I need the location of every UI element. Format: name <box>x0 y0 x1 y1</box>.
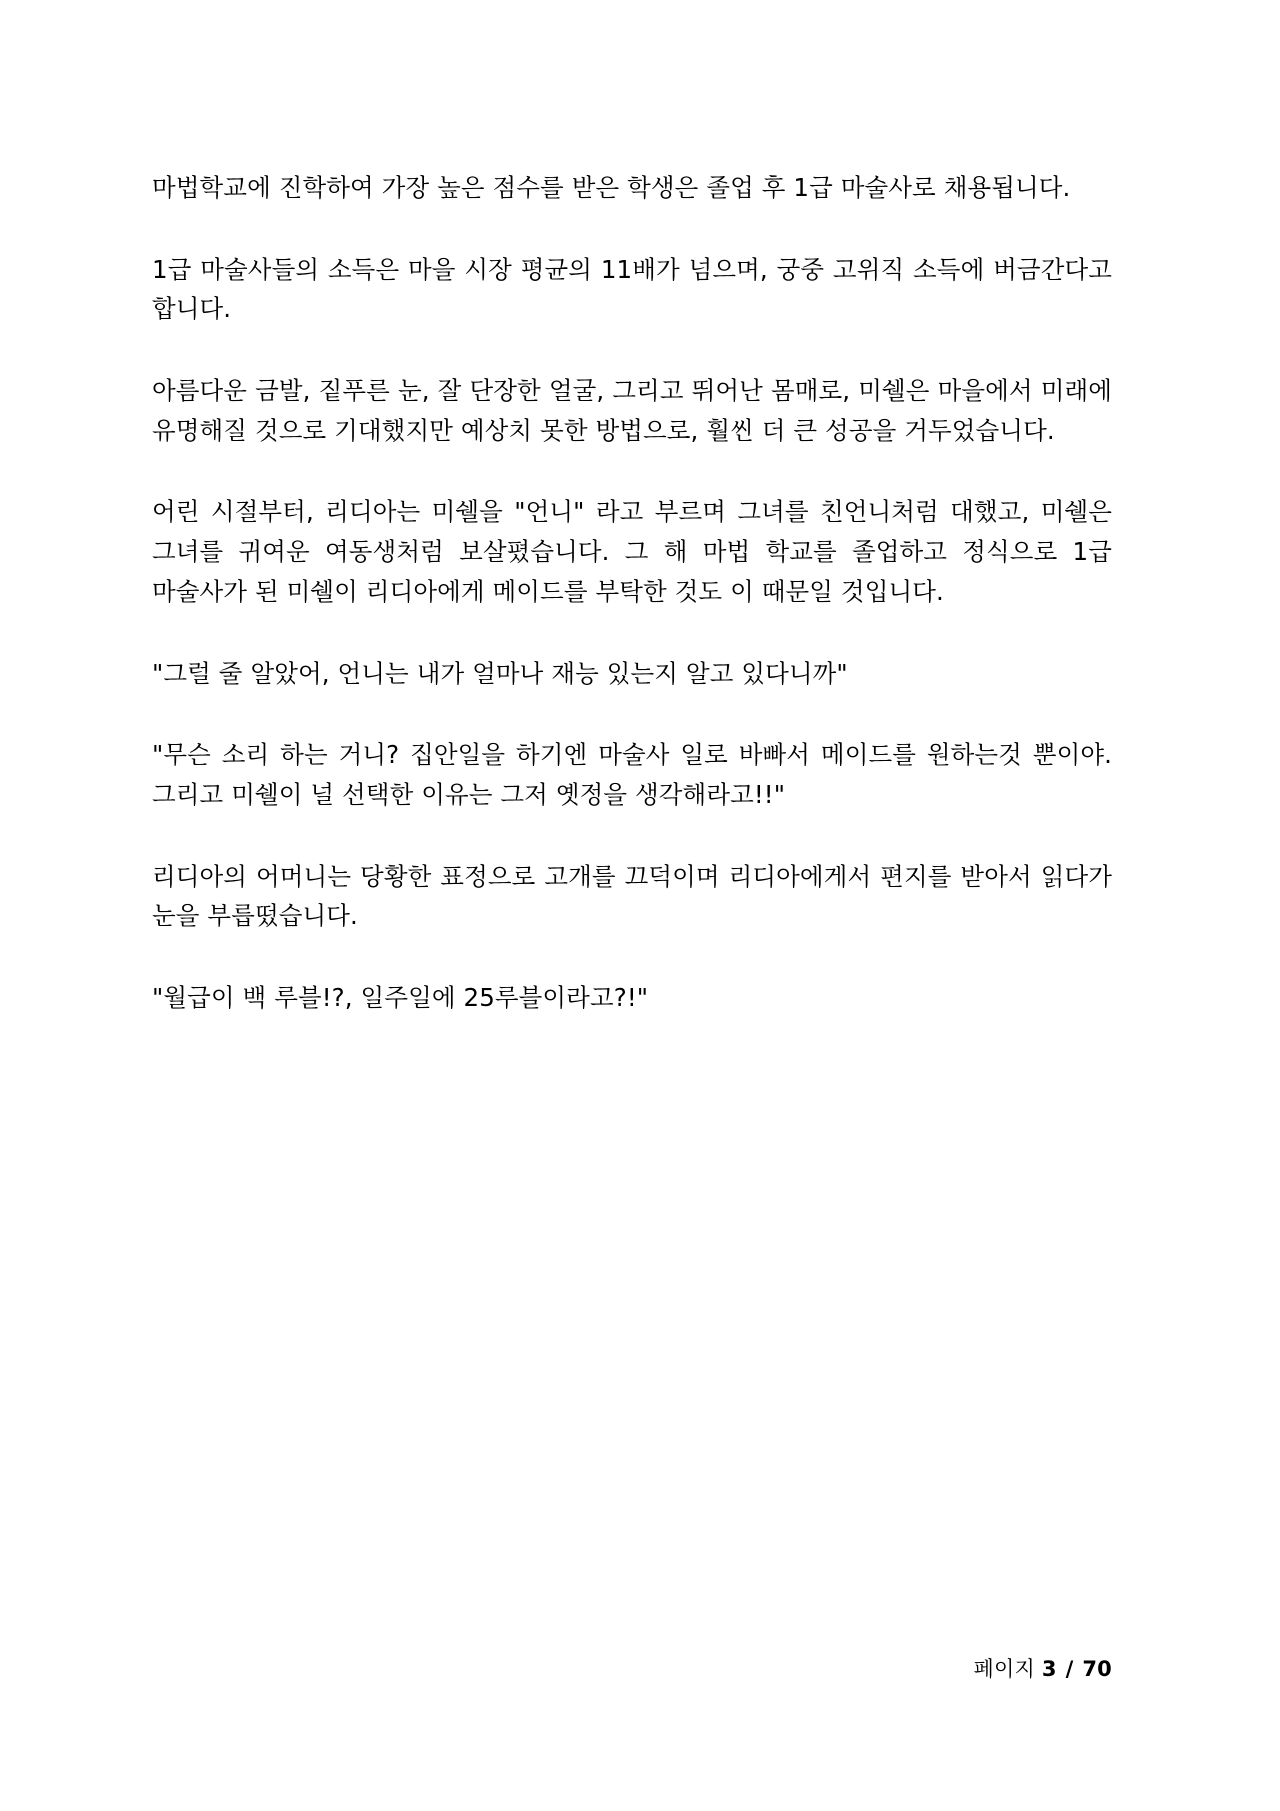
paragraph: 아름다운 금발, 짙푸른 눈, 잘 단장한 얼굴, 그리고 뛰어난 몸매로, 미쉘은 마을에서 미래에 유명해질 것으로 기대했지만 예상치 못한 방법으로, 훨씬 더 큰 성공을 거두었습니다. <box>152 376 1112 445</box>
paragraph: "월급이 백 루블!?, 일주일에 25루블이라고?!" <box>152 982 649 1012</box>
paragraph: "무슨 소리 하는 거니? 집안일을 하기엔 마술사 일로 바빠서 메이드를 원하는것 뿐이야. 그리고 미쉘이 널 선택한 이유는 그저 옛정을 생각해라고!!" <box>152 740 1112 809</box>
paragraph: 어린 시절부터, 리디아는 미쉘을 "언니" 라고 부르며 그녀를 친언니처럼 대했고, 미쉘은 그녀를 귀여운 여동생처럼 보살폈습니다. 그 해 마법 학교를 졸업하고 정식으로 1급 마술사가 된 미쉘이 리디아에게 메이드를 부탁한 것도 이 때문일 것입니다. <box>152 497 1112 606</box>
page-label: 페이지 <box>973 1657 1036 1681</box>
paragraph: 마법학교에 진학하여 가장 높은 점수를 받은 학생은 졸업 후 1급 마술사로 채용됩니다. <box>152 173 1071 202</box>
paragraph: 리디아의 어머니는 당황한 표정으로 고개를 끄덕이며 리디아에게서 편지를 받아서 읽다가 눈을 부릅떴습니다. <box>152 861 1112 931</box>
document-body <box>152 168 1112 1018</box>
current-page-number: 3 <box>1041 1657 1057 1681</box>
paragraph: 1급 마술사들의 소득은 마을 시장 평균의 11배가 넘으며, 궁중 고위직 소득에 버금간다고 합니다. <box>152 254 1112 324</box>
paragraph: "그럴 줄 알았어, 언니는 내가 얼마나 재능 있는지 알고 있다니까" <box>152 658 848 688</box>
page-separator: / <box>1065 1657 1074 1681</box>
total-page-number: 70 <box>1082 1657 1112 1681</box>
page-footer <box>974 1653 1112 1683</box>
